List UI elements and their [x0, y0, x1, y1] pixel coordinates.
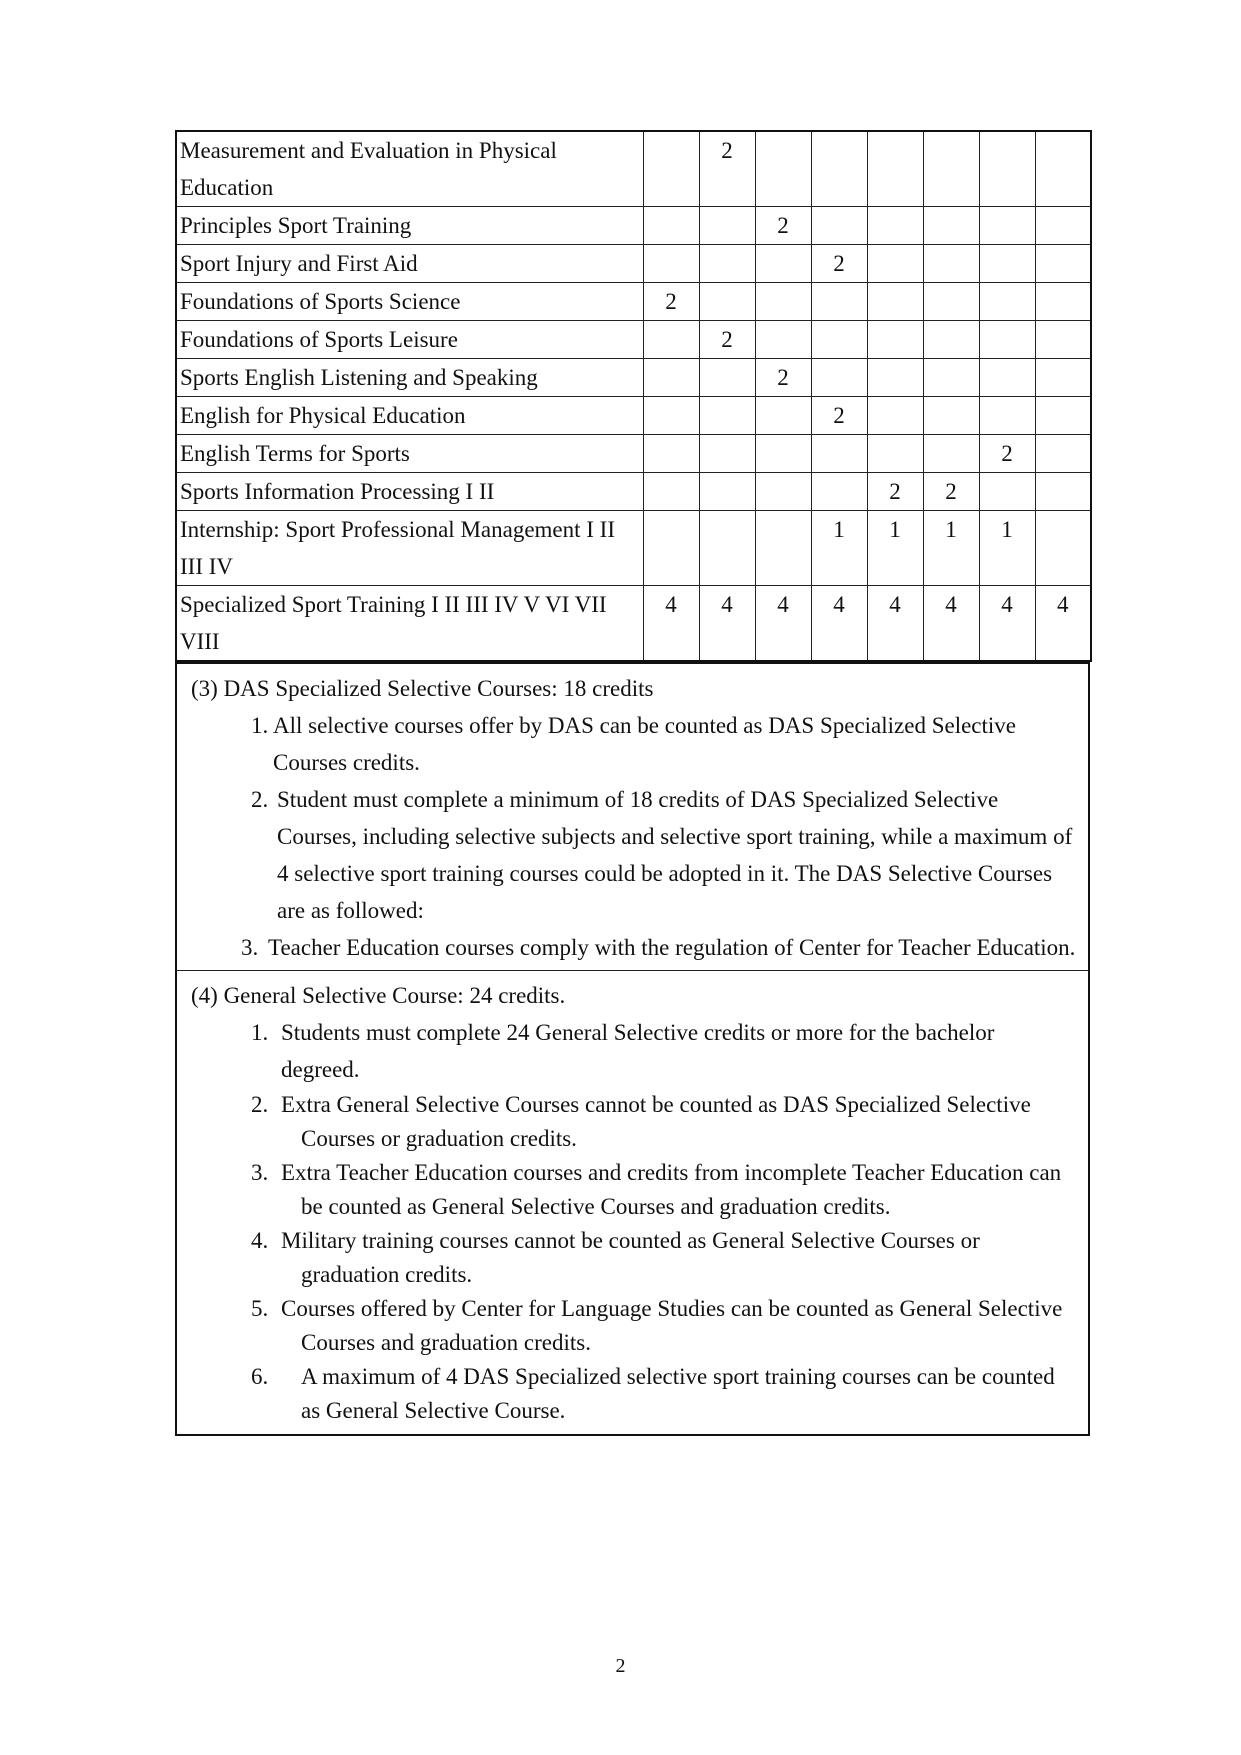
credit-cell — [923, 245, 979, 283]
credit-cell — [643, 397, 699, 435]
list-item — [191, 781, 1078, 929]
course-name-cell: English for Physical Education — [176, 397, 643, 435]
credit-cell — [699, 473, 755, 511]
credit-cell: 2 — [811, 397, 867, 435]
course-name-cell: Foundations of Sports Leisure — [176, 321, 643, 359]
item-text: Extra Teacher Education courses and credits from incomplete Teacher Education can be counted as General Selective Courses and graduation credits. — [281, 1160, 1062, 1219]
credit-cell — [867, 359, 923, 397]
credit-cell — [923, 435, 979, 473]
credit-cell — [811, 473, 867, 511]
credit-cell — [1035, 359, 1091, 397]
credit-cell: 2 — [811, 245, 867, 283]
credit-cell — [643, 473, 699, 511]
credit-cell — [979, 131, 1035, 207]
credit-cell: 4 — [643, 586, 699, 662]
credit-cell: 2 — [755, 207, 811, 245]
table-row — [176, 397, 1091, 435]
credit-cell — [699, 283, 755, 321]
section-heading: (3) DAS Specialized Selective Courses: 18 credits — [191, 676, 654, 701]
credit-cell — [755, 321, 811, 359]
credit-cell: 4 — [811, 586, 867, 662]
credit-cell: 2 — [643, 283, 699, 321]
credit-cell — [979, 397, 1035, 435]
list-item — [191, 1156, 1078, 1224]
credit-cell — [755, 131, 811, 207]
credit-cell — [1035, 321, 1091, 359]
credit-cell: 2 — [699, 321, 755, 359]
item-text: All selective courses offer by DAS can be counted as DAS Specialized Selective Courses credits. — [273, 713, 1017, 775]
credit-cell — [979, 283, 1035, 321]
credit-cell: 2 — [755, 359, 811, 397]
course-credit-table — [175, 130, 1092, 662]
item-number: 1. — [251, 713, 269, 738]
credit-cell: 2 — [867, 473, 923, 511]
list-item — [191, 1088, 1078, 1156]
section-das-specialized-selective — [175, 662, 1090, 971]
table-row — [176, 321, 1091, 359]
credit-cell: 1 — [923, 511, 979, 586]
course-name-cell: Sports English Listening and Speaking — [176, 359, 643, 397]
course-name-cell: Sport Injury and First Aid — [176, 245, 643, 283]
item-number: 3. — [241, 935, 259, 960]
table-row — [176, 586, 1091, 662]
document-body — [175, 130, 1090, 1436]
credit-cell — [1035, 473, 1091, 511]
credit-cell — [643, 321, 699, 359]
credit-cell — [755, 511, 811, 586]
credit-cell: 4 — [923, 586, 979, 662]
credit-cell — [755, 435, 811, 473]
credit-cell — [923, 321, 979, 359]
credit-cell: 2 — [923, 473, 979, 511]
credit-cell — [979, 359, 1035, 397]
credit-cell — [923, 283, 979, 321]
credit-cell — [643, 359, 699, 397]
list-item — [191, 1360, 1078, 1428]
credit-cell — [867, 397, 923, 435]
credit-cell — [811, 435, 867, 473]
item-number: 2. — [251, 1092, 269, 1117]
item-text: Teacher Education courses comply with the regulation of Center for Teacher Education. — [268, 935, 1076, 960]
table-row — [176, 435, 1091, 473]
credit-cell: 2 — [699, 131, 755, 207]
credit-cell — [699, 359, 755, 397]
credit-cell — [867, 321, 923, 359]
credit-cell: 4 — [699, 586, 755, 662]
credit-cell — [979, 473, 1035, 511]
credit-cell — [923, 207, 979, 245]
credit-cell — [699, 435, 755, 473]
table-row — [176, 245, 1091, 283]
credit-cell — [1035, 207, 1091, 245]
credit-cell — [699, 511, 755, 586]
credit-cell: 2 — [979, 435, 1035, 473]
course-name-cell: Principles Sport Training — [176, 207, 643, 245]
credit-cell: 4 — [979, 586, 1035, 662]
item-text: Extra General Selective Courses cannot be counted as DAS Specialized Selective Courses or graduation credits. — [281, 1092, 1031, 1151]
credit-cell — [643, 245, 699, 283]
credit-cell — [1035, 397, 1091, 435]
credit-cell — [1035, 435, 1091, 473]
item-number: 6. — [251, 1364, 269, 1389]
credit-cell — [1035, 511, 1091, 586]
list-item — [191, 1014, 1078, 1088]
credit-cell — [867, 283, 923, 321]
table-row — [176, 207, 1091, 245]
credit-cell — [755, 397, 811, 435]
credit-cell — [811, 359, 867, 397]
credit-cell — [979, 321, 1035, 359]
credit-cell — [643, 435, 699, 473]
credit-cell: 4 — [1035, 586, 1091, 662]
credit-cell — [979, 245, 1035, 283]
course-name-cell: Sports Information Processing I II — [176, 473, 643, 511]
credit-cell — [1035, 245, 1091, 283]
credit-cell — [755, 245, 811, 283]
item-text: Student must complete a minimum of 18 credits of DAS Specialized Selective Courses, including selective subjects and selective sport training, while a maximum of 4 selective sport training courses could be adopted in it. The DAS Selective Courses are as followed: — [277, 787, 1073, 923]
list-item — [191, 707, 1078, 781]
page-number: 2 — [615, 1655, 626, 1677]
credit-cell: 1 — [811, 511, 867, 586]
credit-cell — [811, 207, 867, 245]
credit-cell: 1 — [979, 511, 1035, 586]
list-item — [191, 1292, 1078, 1360]
credit-cell: 4 — [867, 586, 923, 662]
credit-cell — [867, 131, 923, 207]
credit-cell — [811, 131, 867, 207]
credit-cell — [1035, 131, 1091, 207]
credit-cell — [643, 207, 699, 245]
table-row — [176, 131, 1091, 207]
item-number: 3. — [251, 1160, 269, 1185]
credit-cell: 4 — [755, 586, 811, 662]
credit-cell — [699, 245, 755, 283]
credit-cell — [643, 511, 699, 586]
credit-cell — [867, 245, 923, 283]
credit-cell — [811, 283, 867, 321]
credit-cell — [979, 207, 1035, 245]
course-name-cell: Specialized Sport Training I II III IV V VI VII VIII — [176, 586, 643, 662]
course-name-cell: Measurement and Evaluation in Physical Education — [176, 131, 643, 207]
item-text: Courses offered by Center for Language Studies can be counted as General Selective Courses and graduation credits. — [281, 1296, 1063, 1355]
credit-cell — [867, 207, 923, 245]
credit-cell — [755, 283, 811, 321]
course-name-cell: Foundations of Sports Science — [176, 283, 643, 321]
credit-cell — [923, 397, 979, 435]
table-row — [176, 359, 1091, 397]
credit-cell — [923, 359, 979, 397]
course-name-cell: Internship: Sport Professional Management I II III IV — [176, 511, 643, 586]
item-text: A maximum of 4 DAS Specialized selective sport training courses can be counted as General Selective Course. — [301, 1364, 1055, 1423]
credit-cell — [923, 131, 979, 207]
credit-cell — [699, 397, 755, 435]
credit-cell: 1 — [867, 511, 923, 586]
credit-cell — [811, 321, 867, 359]
list-item — [191, 929, 1078, 966]
item-number: 4. — [251, 1228, 269, 1253]
item-number: 5. — [251, 1296, 269, 1321]
credit-cell — [867, 435, 923, 473]
table-row — [176, 283, 1091, 321]
table-row — [176, 511, 1091, 586]
list-item — [191, 1224, 1078, 1292]
item-number: 2. — [251, 787, 269, 812]
table-row — [176, 473, 1091, 511]
credit-cell — [1035, 283, 1091, 321]
item-text: Military training courses cannot be counted as General Selective Courses or graduation credits. — [281, 1228, 980, 1287]
credit-cell — [755, 473, 811, 511]
credit-cell — [699, 207, 755, 245]
course-name-cell: English Terms for Sports — [176, 435, 643, 473]
credit-cell — [643, 131, 699, 207]
item-number: 1. — [251, 1020, 269, 1045]
item-text: Students must complete 24 General Selective credits or more for the bachelor degreed. — [281, 1020, 995, 1082]
section-general-selective — [175, 971, 1090, 1436]
section-heading: (4) General Selective Course: 24 credits. — [191, 983, 566, 1008]
